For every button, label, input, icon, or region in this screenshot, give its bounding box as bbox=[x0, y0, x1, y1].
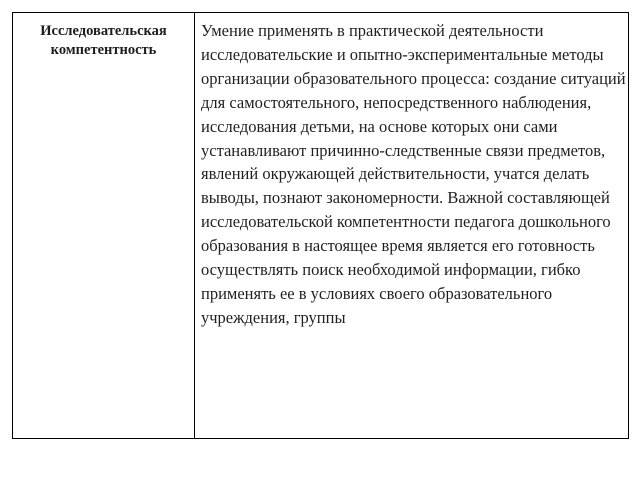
competence-table bbox=[12, 12, 629, 439]
table-row bbox=[13, 13, 629, 439]
definition-cell bbox=[195, 13, 629, 439]
term-cell bbox=[13, 13, 195, 439]
term-text: Исследовательская компетентность bbox=[40, 23, 167, 58]
definition-text: Умение применять в практической деятельности исследовательские и опытно-экспериментальные методы организации образовательного процесса: создание ситуаций для самостоятельного, непосредственного наблюдения, исследования детьми, на основе которых они сами устанавливают причинно-следственные связи предметов, явлений окружающей действительности, учатся делать выводы, познают закономерности. Важной составляющей исследовательской компетентности педагога дошкольного образования в настоящее время является его готовность осуществлять поиск необходимой информации, гибко применять ее в условиях своего образовательного учреждения, группы bbox=[201, 21, 626, 327]
